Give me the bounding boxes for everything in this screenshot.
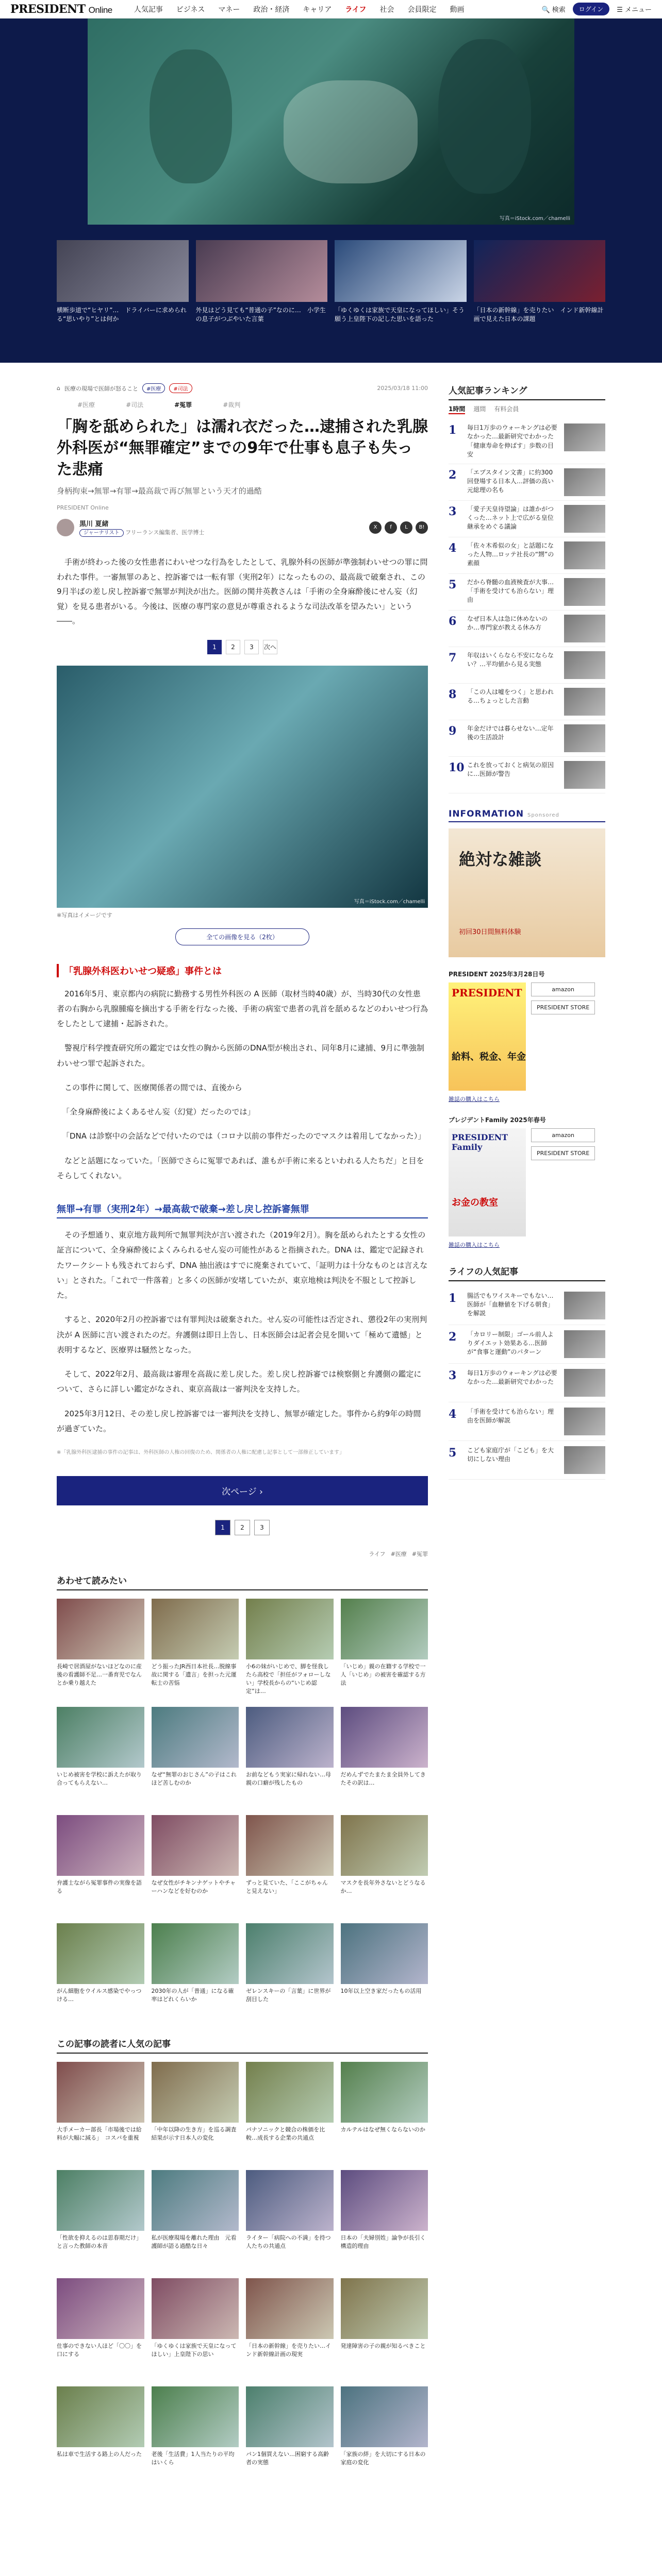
card-image [341,2278,428,2339]
page-link[interactable]: 1 [215,1520,230,1535]
rank-number: 3 [449,1368,457,1382]
card-title: 「性欲を抑えるのは思春期だけ」と言った教師の本音 [57,2234,142,2250]
article-card[interactable] [246,2278,334,2376]
rank-number: 7 [449,651,457,665]
information-heading: INFORMATION Sponsored [449,809,605,822]
ranking-item[interactable] [449,1441,605,1480]
rank-number: 10 [449,760,465,774]
card-title: 「いじめ」親の在籍する学校で一人「いじめ」の被害を確認する方法 [340,1663,426,1687]
avatar [57,519,74,536]
card-image [57,1599,144,1659]
hero-card[interactable]: 「日本の新幹線」を売りたい インド新幹線計画で見えた日本の課題 [474,240,606,324]
article-card[interactable] [57,2278,144,2376]
ranking-item[interactable] [449,501,605,537]
rank-title: 「この人は嘘をつく」と思われる…ちょっとした言動 [467,688,554,704]
next-page-button[interactable]: 次ページ › [57,1476,428,1505]
ranking-item[interactable] [449,757,605,793]
paragraph: すると、2020年2月の控訴審では有罪判決は破棄された。せん妄の可能性は否定され、懲役2年の実刑判決が A 医師に言い渡されたのだ。弁護側は即日上告し、日本医師会は記者会見を開いて「極めて遺憾」と表明するなど、医療界は騒然となった。 [57,1315,427,1354]
article-source: PRESIDENT Online [57,504,109,512]
section-heading: 「乳腺外科医わいせつ疑惑」事件とは [57,964,428,977]
article-date: 2025/03/18 11:00 [377,385,428,392]
card-image [152,2278,239,2339]
card-image [152,1815,239,1876]
ranking-item[interactable] [449,1402,605,1441]
article-card[interactable] [246,2386,334,2484]
article-card[interactable] [246,1707,334,1805]
card-title: 「日本の新幹線」を売りたい…インド新幹線計画の現実 [246,2343,331,2358]
ranking-tabs [449,404,605,414]
article-card[interactable] [246,1815,334,1913]
ranking-list [449,419,605,793]
rank-number: 1 [449,423,457,437]
rank-title: だから脊髄の血液検査が大事…「手術を受けても治らない」理由 [467,578,554,604]
card-image [57,2278,144,2339]
rank-thumbnail [564,1408,605,1435]
quote: 「全身麻酔後によくあるせん妄（幻覚）だったのでは」 [62,1107,255,1117]
article-card[interactable] [341,1923,428,2021]
card-title: 弁護士ながら冤罪事件の実像を語る [57,1879,142,1895]
store-button[interactable]: PRESIDENT STORE [531,1001,595,1014]
ranking-item[interactable] [449,611,605,647]
rank-title: 毎日1万歩のウォーキングは必要なかった…最新研究でわかった「健康寿命を伸ばす」歩数の目安 [467,424,557,459]
magazine-cover[interactable]: PRESIDENT Family お金の教室 [449,1128,526,1236]
rank-thumbnail [564,1446,605,1474]
rank-number: 6 [449,614,457,628]
ranking-item[interactable] [449,720,605,757]
popular-grid [57,2062,428,2484]
ranking-item[interactable] [449,537,605,574]
article-card[interactable] [57,2062,144,2160]
paragraph: その予想通り、東京地方裁判所で無罪判決が言い渡された（2019年2月）。胸を舐められたとする女性の証言について、全身麻酔後によくみられるせん妄の可能性があると指摘された。DNA は、鑑定で記録されたワークシートも残されておらず、DNA 抽出液はすでに廃棄されていて、「証明力は十分なものとは言えない」とされた。「これで一件落着」と多くの医師が安堵していたが、東京地検は判決を不服として控訴した。 [57,1230,428,1300]
card-title: カルテルはなぜ無くならないのか [340,2126,425,2133]
article-card[interactable] [152,2386,239,2484]
hero-image [88,19,574,225]
hero-card[interactable]: 外見はどう見ても“普通の子”なのに… 小学生の息子がつぶやいた言葉 [196,240,328,324]
card-title: だめんずでたまたま全員外してきたその訳は… [340,1771,426,1787]
card-image [152,1599,239,1659]
article-card[interactable] [246,1599,334,1697]
magazine-block [449,982,605,1091]
article-card[interactable] [152,1923,239,2021]
magazine-label: プレジデントFamily 2025年春号 [449,1116,546,1124]
card-title: 10年以上空き家だったもの活用 [340,1988,422,1995]
page-link[interactable]: 1 [207,640,222,654]
menu-button[interactable]: ☰ メニュー [617,6,652,14]
card-title: 「ゆくゆくは家族で天皇になってほしい」上皇陛下の思い [151,2343,237,2358]
article-card[interactable] [57,1599,144,1697]
magazine-cover[interactable]: PRESIDENT 給料、税金、年金 [449,982,526,1091]
article-card[interactable] [152,2062,239,2160]
breadcrumb: ⌂ 医療の現場で医師が怒ること #医療 #司法 2025/03/18 11:00 [57,383,428,393]
card-title: 長崎で居酒屋がないほどなのに産後の看護師不足…一番育児でなんとか乗り越えた [57,1663,142,1687]
nav-item[interactable]: 会員限定 [407,5,437,14]
tab[interactable]: #司法 [126,401,144,409]
quote: 「DNA は診察中の会話などで付いたのでは（コロナ以前の事件だったのでマスクは着用してなかった）」 [62,1131,426,1141]
hero-card-image [474,240,606,302]
ranking-item[interactable] [449,574,605,611]
page-link[interactable]: 2 [235,1520,250,1535]
card-image [246,2170,334,2231]
site-header [0,0,662,19]
rank-title: 腸活でもワイスキーでもない…医師が「血糖値を下げる朝食」を解説 [467,1292,554,1317]
page-link[interactable]: 2 [226,640,240,654]
rank-title: なぜ日本人は急に休めないのか…専門家が教える休み方 [467,615,548,631]
card-image [57,1707,144,1768]
card-image [341,2062,428,2123]
article-card[interactable] [341,2170,428,2268]
rank-title: 「佐々木希似の女」と話題になった人物…ロッテ社長の“甥”の素顔 [467,541,554,567]
article-card[interactable] [246,2170,334,2268]
card-title: どう振ったJR西日本社長…脱線事故に関する「遺言」を担った元運転士の苦悩 [151,1663,237,1687]
ad-banner[interactable]: 絶対な雑談 初回30日間無料体験 [449,828,605,957]
facebook-share-icon[interactable]: f [385,521,397,534]
card-image [246,1707,334,1768]
card-image [152,1923,239,1984]
tab-active[interactable]: #冤罪 [174,401,192,409]
magazine-link[interactable]: 雑誌の購入はこちら [449,1095,500,1103]
article-card[interactable] [57,1707,144,1805]
rank-title: 毎日1万歩のウォーキングは必要なかった…最新研究でわかった [467,1369,557,1385]
rank-title: 年収はいくらなら不安にならない？…平均値から見る実態 [467,651,554,668]
header-actions [541,3,652,15]
card-image [341,1923,428,1984]
bookmark-icon[interactable]: B! [416,521,428,534]
hero-card-image [335,240,467,302]
card-image [246,2386,334,2447]
nav-item[interactable]: マネー [218,5,240,14]
article-card[interactable] [57,2386,144,2484]
card-image [152,2386,239,2447]
paragraph: 2025年3月12日、その差し戻し控訴審では一審判決を支持し、無罪が確定した。事件から約9年の時間が過ぎていた。 [57,1409,421,1433]
rank-thumbnail [564,651,605,679]
card-image [246,1923,334,1984]
related-heading: あわせて読みたい [57,1573,428,1590]
card-image [57,2062,144,2123]
related-grid [57,1599,428,2021]
card-title: 発達障害の子の親が知るべきこと [340,2343,426,2350]
rank-number: 4 [449,1407,457,1421]
rank-thumbnail [564,1330,605,1358]
ranking-item[interactable] [449,1325,605,1364]
article-card[interactable] [341,2386,428,2484]
article-card[interactable] [57,1923,144,2021]
article-card[interactable] [341,1815,428,1913]
card-image [341,2170,428,2231]
image-note: ※写真はイメージです [57,911,112,919]
rank-number: 1 [449,1291,457,1305]
article-card[interactable] [152,2278,239,2376]
sidebar [449,383,605,2484]
ranking-heading: 人気記事ランキング [449,383,605,400]
card-image [246,2062,334,2123]
card-image [57,1815,144,1876]
card-title: 2030年の人が「普通」になる確率はどれくらいか [151,1988,234,2003]
card-image [341,2386,428,2447]
article-tags [57,1550,428,1558]
rank-number: 9 [449,724,457,738]
article-card[interactable] [152,1707,239,1805]
article-card[interactable] [341,2062,428,2160]
rank-thumbnail [564,468,605,496]
paragraph: この事件に関して、医療関係者の間では、直後から [57,1082,242,1092]
rank-title: 「カロリー制限」ゴール前人よりダイエット効果ある…医師が“食事と運動”のパターン [467,1330,554,1356]
hero-card-image [57,240,189,302]
tab[interactable]: #医療 [77,401,95,409]
card-image [341,1599,428,1659]
card-title: 老後「生活費」1人当たりの平均はいくら [151,2451,235,2466]
card-image [57,2386,144,2447]
ranking-item[interactable] [449,419,605,464]
card-title: 「中年以降の生き方」を巡る調査結果が示す日本人の変化 [151,2126,237,2142]
nav-item[interactable]: キャリア [303,5,332,14]
rank-thumbnail [564,505,605,533]
article-card[interactable] [57,1815,144,1913]
tag-pill[interactable]: #医療 [142,383,165,393]
card-title: パナソニックと競合の株価を比較…成長する企業の共通点 [246,2126,325,2142]
article-note: ※「乳腺外科医逮捕の事件の記事は、外科医師の人権の回復のため、関係者の人権に配慮し記事として一部修正しています」 [57,1450,344,1456]
card-image [246,2278,334,2339]
rank-thumbnail [564,761,605,789]
card-image [246,1815,334,1876]
nav-item[interactable]: 人気記事 [134,5,163,14]
rank-thumbnail [564,578,605,606]
ranking-item[interactable] [449,684,605,720]
card-title: パン1個買えない…困窮する高齢者の実態 [246,2451,329,2466]
tag-pill[interactable]: #司法 [169,383,192,393]
hero-card-image [196,240,328,302]
author-tag: フリーランス編集者、医学博士 [125,529,205,536]
card-title: ずっと見ていた、「ここがちゃんと見えない」 [246,1879,328,1895]
hero-card[interactable]: 横断歩道で“ヒヤリ”… ドライバーに求められる“思いやり”とは何か [57,240,189,324]
rank-thumbnail [564,724,605,752]
ranking-item[interactable] [449,1364,605,1402]
line-share-icon[interactable]: L [400,521,412,534]
ranking-tab[interactable]: 1時間 [449,404,465,414]
pagination-bottom [57,1520,428,1535]
card-title: 大手メーカー部長「市場後では給料が大幅に減る」 コスパを重視 [57,2126,142,2142]
tag-link[interactable]: #冤罪 [411,1551,428,1558]
search-button[interactable]: 🔍 検索 [541,6,566,14]
share-buttons [369,521,428,534]
all-photos-button[interactable]: 全ての画像を見る（2枚） [175,928,309,945]
x-share-icon[interactable]: X [369,521,382,534]
hero-caption: 写真＝iStock.com／chamelli [499,216,570,222]
article-subtitle: 身柄拘束→無罪→有罪→最高裁で再び無罪という天才的過酷 [57,486,262,496]
article-card[interactable] [341,2278,428,2376]
rank-number: 5 [449,1446,457,1460]
card-title: いじめ被害を学校に訴えたが取り合ってもらえない… [57,1771,142,1787]
paragraph: 警視庁科学捜査研究所の鑑定では女性の胸から医師のDNA型が検出され、同年8月に逮捕、9月に準強制わいせつ罪で起訴された。 [57,1043,425,1068]
card-title: 私が医療現場を離れた理由 元看護師が語る過酷な日々 [151,2234,237,2250]
rank-thumbnail [564,615,605,642]
card-image [57,1923,144,1984]
article-main [57,383,428,2484]
card-image [152,2170,239,2231]
rank-thumbnail [564,1369,605,1397]
rank-title: こども家庭庁が「こども」を大切にしない理由 [467,1446,554,1463]
card-title: なぜ女性がチキンナゲットやチャーハンなどを好むのか [151,1879,236,1895]
pagination-top [57,640,428,654]
rank-thumbnail [564,541,605,569]
card-title: 私は車で生活する路上の人だった [57,2451,142,2458]
rank-title: 「手術を受けても治らない」理由を医師が解説 [467,1408,554,1424]
rank-number: 2 [449,468,457,482]
paragraph: 2016年5月、東京都内の病院に勤務する男性外科医の A 医師（取材当時40歳）が、当時30代の女性患者の右胸から乳腺腫瘍を摘出する手術を行なった後、手術の病室で患者の乳首を舐めるなどのわいせつ行為をしたとして逮捕・起訴された。 [57,989,428,1029]
nav-item[interactable]: ビジネス [176,5,205,14]
article-card[interactable] [57,2170,144,2268]
magazine-link[interactable]: 雑誌の購入はこちら [449,1241,500,1248]
article-image[interactable]: 写真＝iStock.com／chamelli [57,666,428,908]
main-nav [128,4,471,14]
card-image [152,2062,239,2123]
rank-title: これを放っておくと病気の原因に…医師が警告 [467,761,554,777]
life-ranking-heading: ライフの人気記事 [449,1264,605,1281]
page-link[interactable]: 3 [254,1520,270,1535]
paragraph: などと話題になっていた。「医師でさらに冤罪であれば、誰もが手術に来るといわれる人たちだ」と目をそらしてくれない。 [57,1156,424,1180]
ranking-item[interactable] [449,464,605,501]
hero-cards [57,240,605,324]
article-card[interactable] [152,2170,239,2268]
nav-item-active[interactable]: ライフ [345,5,367,14]
article-tabs [57,400,428,409]
rank-thumbnail [564,688,605,716]
rank-number: 2 [449,1330,457,1344]
card-title: マスクを長年外さないとどうなるか… [340,1879,426,1895]
rank-number: 3 [449,504,457,518]
hero-section [0,19,662,363]
nav-item[interactable]: 政治・経済 [253,5,290,14]
article-lead: 手術が終わった後の女性患者にわいせつな行為をしたとして、乳腺外科の医師が準強制わいせつの罪に問われた事件。一審無罪のあと、控訴審では一転有罪（実刑2年）になったものの、最高裁で破棄され、この9月半ばの差し戻し控訴審で無罪が判決が出た。医師の関井英教さんは「手術の全身麻酔後にせん妄（幻覚）を見る患者がいる。今後は、医療の専門家の意見が尊重されるような司法改革を望みたい」という――。 [57,557,428,626]
card-image [57,2170,144,2231]
author-role: ジャーナリスト [79,529,124,537]
rank-number: 4 [449,541,457,555]
card-title: 小6の妹がいじめで、脚を怪我したら高校で「担任がフォローしない」学校長からの“いじめ認定”は… [246,1663,331,1694]
rank-title: 年金だけでは暮らせない…定年後の生活設計 [467,724,554,741]
article-card[interactable] [246,2062,334,2160]
amazon-button[interactable]: amazon [531,982,595,996]
site-logo[interactable]: PRESIDENT Online [10,2,112,16]
tag-link[interactable]: #医療 [390,1551,407,1558]
rank-thumbnail [564,423,605,451]
page-link[interactable]: 3 [244,640,259,654]
card-title: 「家族の絆」を大切にする日本の家庭の変化 [340,2451,426,2466]
login-button[interactable]: ログイン [573,3,609,15]
nav-item[interactable]: 動画 [450,5,465,14]
magazine-block [449,1128,605,1236]
paragraph: そして、2022年2月、最高裁は審理を高裁に差し戻した。差し戻し控訴審では検察側と弁護側の鑑定について、さらに詳しい鑑定がなされ、東京高裁は一審判決を支持した。 [57,1369,422,1394]
ranking-item[interactable] [449,1286,605,1325]
author-name[interactable]: 黒川 夏緒 [79,520,109,529]
tab[interactable]: #裁判 [223,401,241,409]
article-title: 「胸を舐められた」は濡れ衣だった…逮捕された乳腺外科医が“無罪確定”までの9年で仕事も息子も失った悲痛 [57,418,428,479]
author-block [57,518,428,536]
section-heading: 無罪→有罪（実刑2年）→最高裁で破棄→差し戻し控訴審無罪 [57,1202,428,1218]
magazine-label: PRESIDENT 2025年3月28日号 [449,970,545,978]
rank-title: 「エプスタイン文書」に約300回登場する日本人…評価の高い元総理の名も [467,468,554,494]
next-page-link[interactable]: 次へ [263,640,277,654]
rank-number: 5 [449,578,457,591]
article-card[interactable] [152,1599,239,1697]
card-title: お前などもう実家に帰れない…母親の口癖が残したもの [246,1771,331,1787]
card-title: なぜ“無罪のおじさん”の子はこれほど苦しむのか [151,1771,237,1787]
hero-card[interactable]: 「ゆくゆくは家族で天皇になってほしい」そう願う上皇陛下の記した思いを語った [335,240,467,324]
rank-thumbnail [564,1292,605,1319]
popular-heading: この記事の読者に人気の記事 [57,2037,428,2054]
card-image [341,1707,428,1768]
ranking-tab[interactable]: 週間 [473,405,486,413]
article-card[interactable] [152,1815,239,1913]
card-image [152,1707,239,1768]
card-title: がん細胞をウイルス感染でやっつける… [57,1988,142,2003]
card-title: ゼレンスキーの「言葉」に世界が刮目した [246,1988,331,2003]
ranking-item[interactable] [449,647,605,684]
rank-number: 8 [449,687,457,701]
article-card[interactable] [341,1707,428,1805]
life-ranking-list [449,1286,605,1480]
rank-title: 「愛子天皇待望論」は誰かがつくった…ネット上で広がる皇位継承をめぐる議論 [467,505,554,531]
article-card[interactable] [246,1923,334,2021]
card-image [246,1599,334,1659]
store-button[interactable]: PRESIDENT STORE [531,1146,595,1160]
card-title: ライター「病院への不満」を持つ人たちの共通点 [246,2234,331,2250]
tag-link[interactable]: ライフ [369,1551,386,1558]
ranking-tab[interactable]: 有料会員 [494,405,519,413]
card-image [341,1815,428,1876]
amazon-button[interactable]: amazon [531,1128,595,1142]
nav-item[interactable]: 社会 [379,5,394,14]
article-card[interactable] [341,1599,428,1697]
card-title: 仕事のできない人ほど「〇〇」を口にする [57,2343,142,2358]
card-title: 日本の「夫婦別姓」論争が長引く構造的理由 [340,2234,426,2250]
home-icon[interactable]: ⌂ [57,385,60,392]
